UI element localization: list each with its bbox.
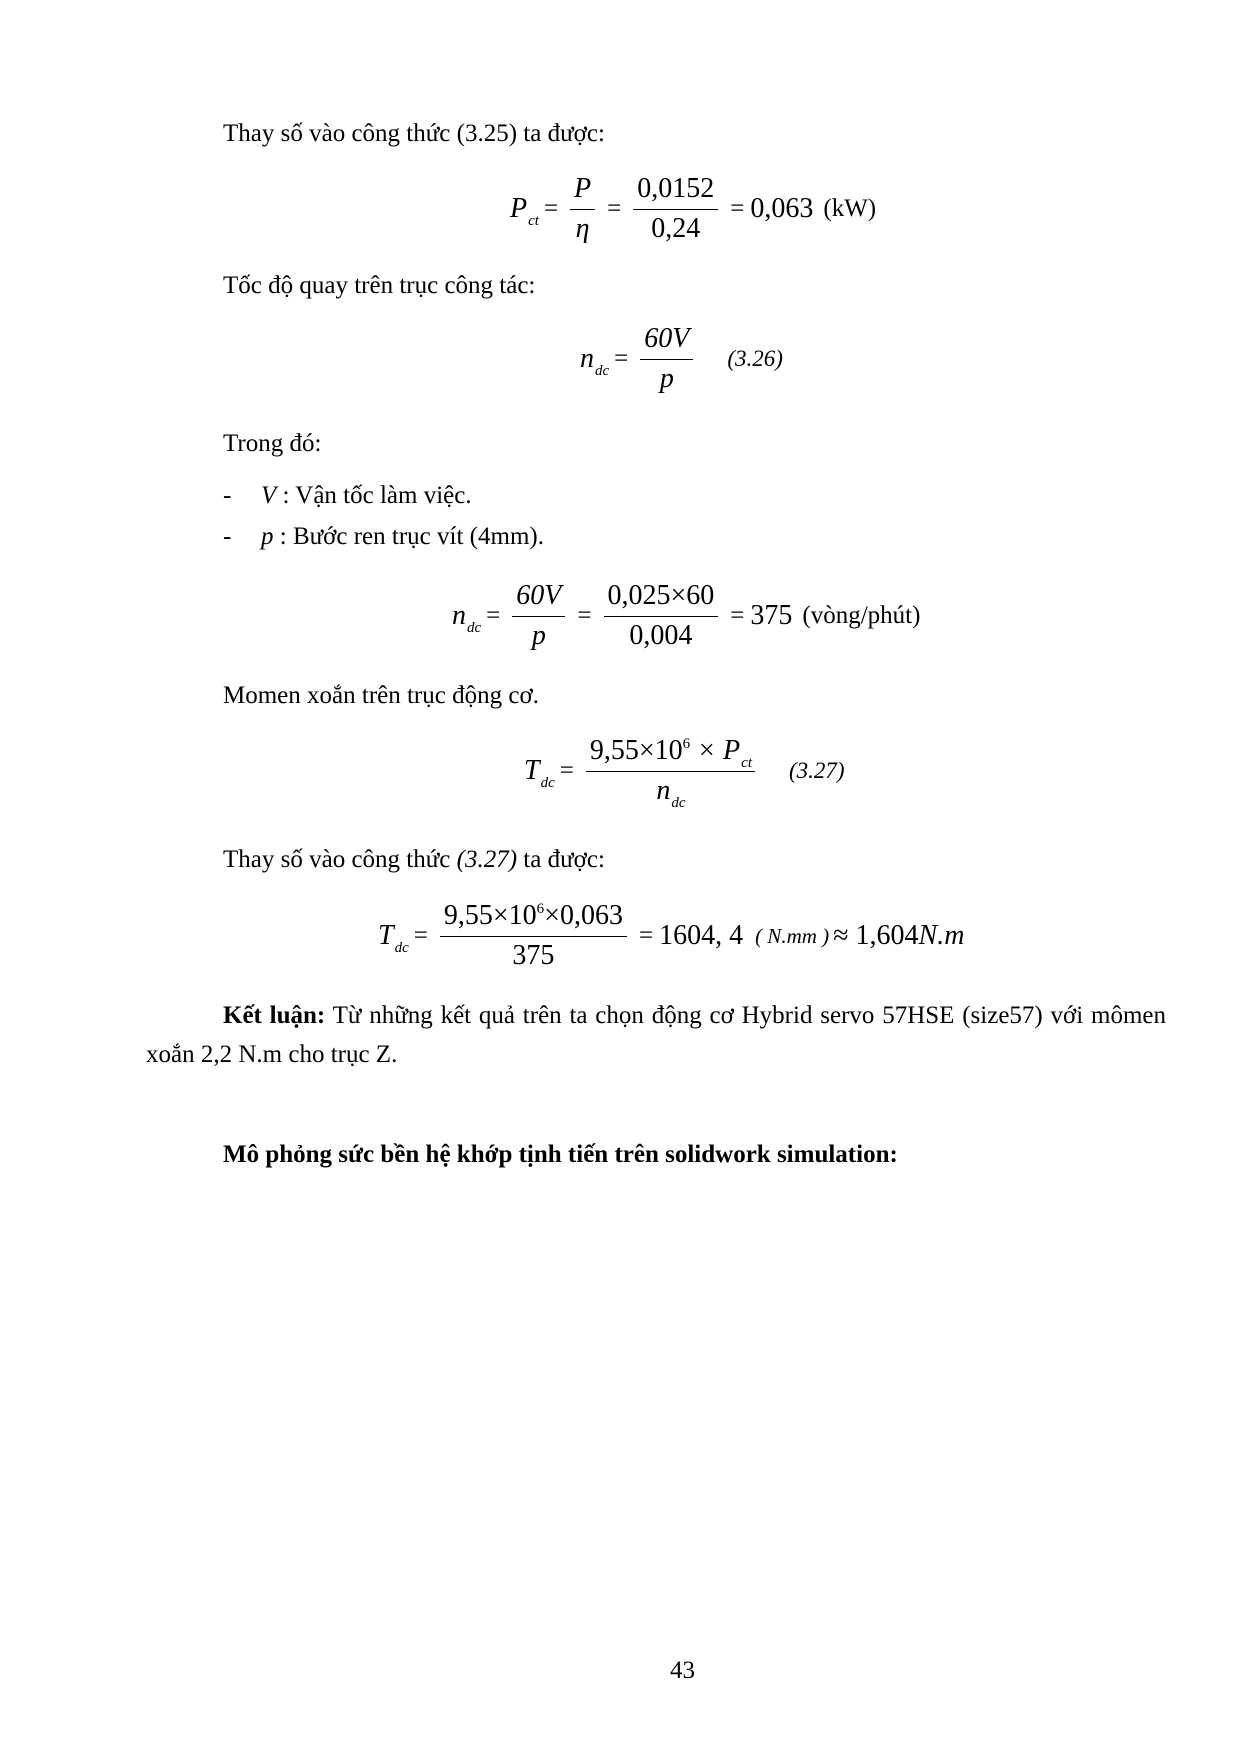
eq-pct-lhs: $P_{ct}$	[510, 193, 539, 229]
eq-tdc-frac: $\frac{9,55\times 10^6\times 0,063}{375}$	[440, 900, 627, 972]
eq-tdc-approx-unit: N.m	[918, 920, 965, 951]
eq-327-frac: $\frac{9,55\times 10^6 \times P_{ct}}{n_{dc}}$	[586, 735, 755, 807]
eq-327-lhs: $T_{dc}$	[524, 755, 555, 791]
bullet-item: - V : Vận tốc làm việc.	[223, 482, 472, 509]
bullet-item: - p : Bước ren trục vít (4mm).	[223, 523, 544, 550]
eq-pct-result: 0,063	[750, 193, 814, 224]
eq-ndc-frac2: $\frac{0,025\times 60}{0,004}$	[604, 580, 719, 652]
eq-pct-frac1: $\frac{P}{\eta}$	[570, 173, 595, 245]
where-label: Trong đó:	[223, 430, 322, 457]
intro-text-4: Thay số vào công thức (3.27) ta được:	[223, 846, 605, 873]
section-heading: Mô phỏng sức bền hệ khớp tịnh tiến trên solidwork simulation:	[223, 1141, 898, 1168]
eq-tdc-result: 1604, 4	[659, 920, 744, 951]
equation-3-26: $n_{dc}$ = $\frac{60V}{p}$ (3.26)	[580, 323, 783, 394]
eq-327-label: (3.27)	[788, 758, 845, 783]
intro-text-3: Momen xoắn trên trục động cơ.	[223, 682, 539, 709]
eq-tdc-approx: ≈ 1,604	[833, 920, 919, 951]
eq-ndc-lhs: $n_{dc}$	[452, 600, 482, 636]
eq-tdc-lhs: $T_{dc}$	[378, 920, 409, 956]
conclusion-paragraph	[146, 996, 1166, 1074]
conclusion-label: Kết luận:	[223, 1002, 326, 1029]
page-number: 43	[670, 1657, 695, 1684]
eq-pct-unit: (kW)	[823, 195, 877, 222]
equation-ndc: $n_{dc}$ = $\frac{60V}{p}$ = $\frac{0,025\times 60}{0,004}$ = 375 (vòng/phút)	[452, 580, 921, 651]
conclusion-text: Từ những kết quả trên ta chọn động cơ Hybrid servo 57HSE (size57) với mômen xoắn 2,2 N.m cho trục Z.	[146, 1002, 1166, 1068]
eq-326-label: (3.26)	[727, 346, 783, 371]
eq-ndc-frac1: $\frac{60V}{p}$	[512, 580, 565, 652]
eq-326-frac: $\frac{60V}{p}$	[640, 323, 693, 395]
eq-pct-frac2: $\frac{0,0152}{0,24}$	[633, 173, 718, 245]
eq-ndc-result: 375	[750, 600, 793, 631]
eq-tdc-unit: ( N.mm )	[755, 923, 830, 948]
equation-reference: (3.27)	[456, 846, 518, 873]
equation-tdc: $T_{dc}$ = $\frac{9,55\times 10^6\times 0,063}{375}$ = 1604, 4 ( N.mm ) ≈ 1,604 N.m	[378, 900, 965, 971]
eq-326-lhs: $n_{dc}$	[580, 343, 610, 379]
intro-text-1: Thay số vào công thức (3.25) ta được:	[223, 120, 605, 147]
eq-ndc-unit: (vòng/phút)	[802, 602, 921, 629]
equation-pct: $P_{ct}$ = $\frac{P}{\eta}$ = $\frac{0,0152}{0,24}$ = 0,063 (kW)	[510, 173, 877, 244]
intro-text-2: Tốc độ quay trên trục công tác:	[223, 272, 536, 299]
equation-3-27: $T_{dc}$ = $\frac{9,55\times 10^6 \times P_{ct}}{n_{dc}}$ (3.27)	[524, 735, 845, 811]
